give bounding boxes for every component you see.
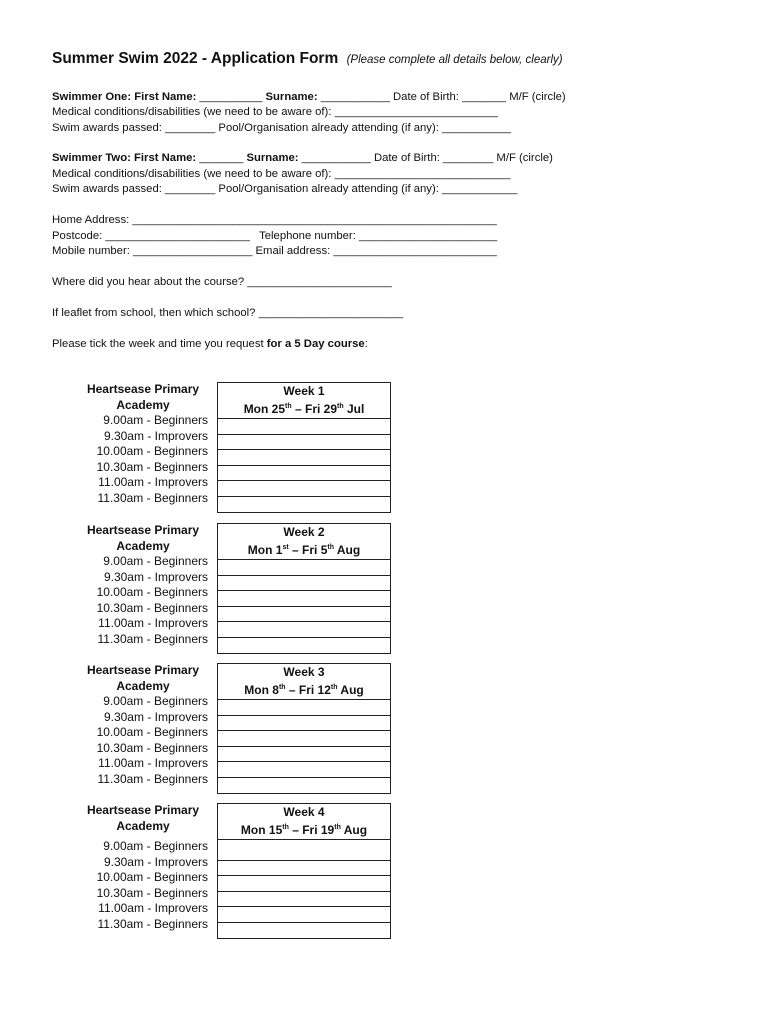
week-grid (217, 382, 391, 513)
week-month: Aug (336, 543, 361, 557)
time-slot-label: 11.30am - Beginners (97, 490, 208, 505)
time-slot-label: 9.00am - Beginners (103, 413, 208, 427)
school-name-line1: Heartsease Primary (86, 382, 200, 396)
school-name-line1: Heartsease Primary (86, 523, 200, 537)
swimmer-one-medical-label: Medical conditions/disabilities (we need to be aware of): (52, 106, 332, 118)
time-slot-label: 9.30am - Improvers (103, 854, 208, 869)
time-slot-checkbox[interactable] (218, 907, 390, 923)
swimmer-one-name-row[interactable]: Swimmer One: First Name: __________ Surname: ___________ Date of Birth: _______ M/F (circle) (52, 91, 566, 103)
form-title-text: Summer Swim 2022 - Application Form (52, 50, 339, 67)
time-slot-checkbox[interactable] (218, 591, 390, 607)
time-slot-checkbox[interactable] (218, 700, 390, 716)
week-end-suffix: th (327, 544, 334, 551)
time-slot-checkbox[interactable] (218, 731, 390, 747)
time-slot-label: 11.00am - Improvers (98, 901, 208, 915)
postcode-telephone-row[interactable]: Postcode: _______________________ Telephone number: ______________________ (52, 230, 498, 242)
time-slot-checkbox[interactable] (218, 876, 390, 892)
time-slot-label: 10.30am - Beginners (96, 459, 208, 474)
time-slot-checkbox[interactable] (218, 497, 390, 512)
home-address-label: Home Address: (52, 214, 130, 226)
week-label: Week 4 (283, 805, 325, 819)
time-slot-label: 11.30am - Beginners (97, 916, 208, 931)
time-slot-label: 9.00am - Beginners (103, 694, 208, 708)
time-slot-checkbox[interactable] (218, 576, 390, 592)
swimmer-two-awards-label: Swim awards passed: (52, 183, 162, 195)
swimmer-one-medical-row[interactable]: Medical conditions/disabilities (we need to be aware of): __________________________ (52, 106, 498, 118)
swimmer-one-label: Swimmer One: First Name: (52, 91, 197, 103)
time-slot-label: 11.30am - Beginners (97, 631, 208, 646)
week-start-day: Mon 1 (247, 543, 283, 557)
week-dates: Mon 25th – Fri 29th Jul (243, 402, 365, 416)
week-dates: Mon 15th – Fri 19th Aug (240, 823, 368, 837)
school-name-line2: Academy (116, 397, 170, 412)
time-slot-label: 9.30am - Improvers (103, 709, 208, 724)
time-slot-checkbox[interactable] (218, 560, 390, 576)
week-labels (60, 663, 208, 787)
tick-instruction (52, 337, 368, 351)
week-start-day: Mon 15 (240, 823, 283, 837)
hear-about-label: Where did you hear about the course? (52, 276, 245, 288)
time-slot-checkbox[interactable] (218, 435, 390, 451)
tick-instruction-bold: for a 5 Day course (266, 338, 365, 350)
swimmer-one-awards-label: Swim awards passed: (52, 122, 162, 134)
time-slot-label: 11.00am - Improvers (98, 616, 208, 630)
week-header (218, 804, 390, 840)
time-slot-checkbox[interactable] (218, 716, 390, 732)
week-month: Aug (340, 683, 364, 697)
week-labels (60, 803, 208, 932)
swimmer-two-dob-label: Date of Birth: (373, 152, 440, 164)
week-start-day: Mon 8 (244, 683, 279, 697)
form-subtitle: (Please complete all details below, clearly) (346, 54, 563, 66)
time-slot-checkbox[interactable] (218, 861, 390, 877)
mobile-label: Mobile number: (52, 245, 130, 257)
time-slot-checkbox[interactable] (218, 762, 390, 778)
time-slot-label: 10.00am - Beginners (96, 444, 208, 458)
week-header (218, 383, 390, 419)
time-slot-label: 11.00am - Improvers (98, 756, 208, 770)
swimmer-one-dob-label: Date of Birth: (393, 91, 459, 103)
time-slot-label: 9.30am - Improvers (103, 428, 208, 443)
week-month: Jul (346, 402, 365, 416)
swimmer-one-mf-label: M/F (circle) (509, 91, 566, 103)
week-header (218, 524, 390, 560)
tick-instruction-suffix: : (364, 338, 368, 350)
week-start-suffix: th (282, 824, 289, 831)
school-name-line2: Academy (116, 818, 170, 833)
week-dates: Mon 8th – Fri 12th Aug (244, 683, 364, 697)
time-slot-label: 9.00am - Beginners (103, 554, 208, 568)
time-slot-label: 10.30am - Beginners (96, 885, 208, 900)
time-slot-checkbox[interactable] (218, 419, 390, 435)
time-slot-label: 9.00am - Beginners (103, 839, 208, 853)
swimmer-one-surname-label: Surname: (265, 91, 318, 103)
school-name-line1: Heartsease Primary (86, 663, 200, 677)
school-name-line2: Academy (116, 538, 170, 553)
week-grid (217, 663, 391, 794)
swimmer-two-awards-row[interactable]: Swim awards passed: ________ Pool/Organisation already attending (if any): ____________ (52, 183, 518, 195)
hear-about-row[interactable]: Where did you hear about the course? _______________________ (52, 276, 392, 288)
week-month: Aug (343, 823, 368, 837)
time-slot-label: 10.30am - Beginners (96, 600, 208, 615)
week-start-suffix: th (285, 403, 292, 410)
time-slot-label: 10.00am - Beginners (96, 870, 208, 884)
school-name-line1: Heartsease Primary (86, 803, 200, 817)
swimmer-two-surname-label: Surname: (246, 152, 299, 164)
home-address-row[interactable]: Home Address: __________________________________________________________ (52, 214, 497, 226)
school-name-line2: Academy (116, 678, 170, 693)
school-leaflet-row[interactable]: If leaflet from school, then which school? _______________________ (52, 307, 404, 319)
week-end-suffix: th (337, 403, 344, 410)
week-label: Week 2 (283, 525, 325, 539)
swimmer-one-pool-label: Pool/Organisation already attending (if any): (218, 122, 439, 134)
time-slot-label: 11.30am - Beginners (97, 771, 208, 786)
week-dates: Mon 1st – Fri 5th Aug (247, 543, 361, 557)
mobile-email-row[interactable]: Mobile number: ___________________ Email address: __________________________ (52, 245, 497, 257)
week-label: Week 3 (283, 665, 325, 679)
time-slot-checkbox[interactable] (218, 778, 390, 793)
time-slot-checkbox[interactable] (218, 450, 390, 466)
swimmer-two-name-row[interactable]: Swimmer Two: First Name: _______ Surname: ___________ Date of Birth: ________ M/F (circle) (52, 152, 553, 164)
school-leaflet-label: If leaflet from school, then which school? (52, 307, 256, 319)
week-grid (217, 803, 391, 939)
swimmer-two-label: Swimmer Two: First Name: (52, 152, 197, 164)
swimmer-two-medical-label: Medical conditions/disabilities (we need to be aware of): (52, 168, 332, 180)
swimmer-two-mf-label: M/F (circle) (496, 152, 553, 164)
time-slot-label: 10.30am - Beginners (96, 740, 208, 755)
time-slot-checkbox[interactable] (218, 845, 390, 861)
form-title (52, 50, 563, 68)
time-slot-checkbox[interactable] (218, 747, 390, 763)
week-end-suffix: th (330, 684, 338, 691)
week-end-day: Fri 29 (304, 402, 337, 416)
time-slot-label: 9.30am - Improvers (103, 569, 208, 584)
telephone-label: Telephone number: (259, 230, 356, 242)
time-slot-label: 10.00am - Beginners (96, 585, 208, 599)
time-slot-checkbox[interactable] (218, 607, 390, 623)
week-start-day: Mon 25 (243, 402, 286, 416)
time-slot-checkbox[interactable] (218, 466, 390, 482)
week-start-suffix: th (278, 684, 286, 691)
time-slot-checkbox[interactable] (218, 622, 390, 638)
swimmer-two-pool-label: Pool/Organisation already attending (if any): (218, 183, 439, 195)
swimmer-two-medical-row[interactable]: Medical conditions/disabilities (we need to be aware of): ____________________________ (52, 168, 511, 180)
week-start-suffix: st (282, 544, 289, 551)
time-slot-checkbox[interactable] (218, 638, 390, 653)
week-header (218, 664, 390, 700)
week-end-day: Fri 5 (302, 543, 328, 557)
postcode-label: Postcode: (52, 230, 103, 242)
week-end-day: Fri 19 (302, 823, 335, 837)
time-slot-checkbox[interactable] (218, 892, 390, 908)
week-label: Week 1 (283, 384, 325, 398)
week-labels (60, 523, 208, 647)
tick-instruction-prefix: Please tick the week and time you request (52, 338, 264, 350)
week-end-suffix: th (334, 824, 341, 831)
time-slot-checkbox[interactable] (218, 481, 390, 497)
week-end-day: Fri 12 (298, 683, 331, 697)
time-slot-label: 11.00am - Improvers (98, 475, 208, 489)
time-slot-label: 10.00am - Beginners (96, 725, 208, 739)
week-grid (217, 523, 391, 654)
email-label: Email address: (255, 245, 331, 257)
time-slot-checkbox[interactable] (218, 923, 390, 938)
week-labels (60, 382, 208, 506)
swimmer-one-awards-row[interactable]: Swim awards passed: ________ Pool/Organisation already attending (if any): ___________ (52, 122, 512, 134)
